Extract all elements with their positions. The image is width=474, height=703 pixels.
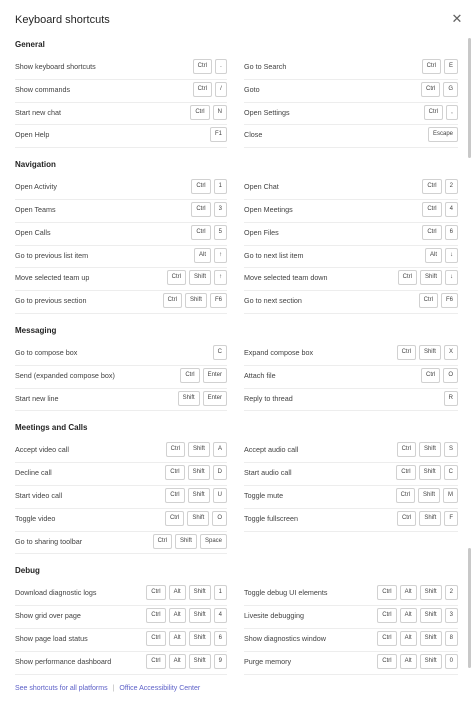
shortcut-label: Download diagnostic logs: [15, 588, 97, 598]
key-cap: ↑: [214, 248, 227, 263]
shortcut-row: [15, 486, 227, 508]
key-cap: Ctrl: [146, 654, 165, 669]
footer: [15, 685, 200, 692]
dialog-header: [0, 0, 474, 38]
shortcut-label: Start audio call: [244, 468, 292, 478]
shortcut-label: Start new chat: [15, 107, 61, 117]
key-cap: Ctrl: [377, 631, 396, 646]
key-cap: 9: [214, 654, 227, 669]
shortcut-label: Go to compose box: [15, 348, 78, 357]
shortcut-row: [244, 629, 458, 651]
close-icon[interactable]: ✕: [451, 11, 463, 26]
row-divider: [15, 147, 227, 148]
key-cap: 4: [214, 608, 227, 623]
key-cap: Ctrl: [397, 511, 416, 526]
key-cap: Escape: [428, 127, 458, 142]
key-cap: Alt: [169, 608, 186, 623]
shortcut-row: [15, 652, 227, 674]
shortcut-label: Show page load status: [15, 634, 88, 643]
shortcut-label: Open Help: [15, 130, 50, 140]
key-cap: Ctrl: [377, 585, 396, 600]
key-cap: Alt: [400, 585, 417, 600]
shortcut-row: [15, 200, 227, 222]
shortcut-keys: [377, 608, 458, 623]
key-cap: 6: [214, 631, 227, 646]
shortcut-keys: [377, 654, 458, 669]
shortcut-row: [244, 103, 458, 125]
row-divider: [15, 553, 227, 554]
shortcut-keys: [146, 631, 227, 646]
shortcut-row: [15, 509, 227, 531]
key-cap: Ctrl: [193, 59, 212, 74]
key-cap: Ctrl: [398, 270, 417, 285]
section-title: Meetings and Calls: [15, 423, 88, 433]
row-divider: [15, 313, 227, 314]
shortcut-label: Accept audio call: [244, 445, 299, 455]
section-title: Navigation: [15, 160, 56, 170]
shortcut-row: [244, 486, 458, 508]
shortcut-label: Show grid over page: [15, 611, 81, 621]
shortcut-label: Start new line: [15, 393, 59, 403]
key-cap: 6: [445, 225, 458, 240]
key-cap: Alt: [169, 585, 186, 600]
key-cap: .: [215, 59, 227, 74]
shortcut-row: [15, 125, 227, 147]
shortcut-label: Toggle mute: [244, 491, 284, 500]
key-cap: U: [213, 488, 227, 503]
row-divider: [244, 531, 458, 532]
shortcut-keys: [421, 82, 458, 97]
shortcut-keys: [444, 391, 458, 406]
key-cap: Ctrl: [191, 179, 210, 194]
shortcut-label: Goto: [244, 84, 260, 94]
shortcut-label: Open Teams: [15, 205, 56, 214]
shortcut-keys: [419, 293, 458, 308]
shortcut-keys: [377, 585, 458, 600]
shortcut-keys: [421, 368, 458, 383]
shortcut-keys: [165, 465, 227, 480]
row-divider: [15, 410, 227, 411]
shortcut-label: Toggle video: [15, 513, 56, 523]
shortcut-label: Reply to thread: [244, 393, 293, 403]
shortcut-label: Show performance dashboard: [15, 656, 112, 666]
shortcut-row: [244, 246, 458, 268]
shortcut-row: [244, 343, 458, 365]
key-cap: Shift: [189, 631, 211, 646]
shortcut-row: [15, 223, 227, 245]
shortcut-row: [244, 291, 458, 313]
key-cap: Shift: [419, 465, 441, 480]
shortcut-keys: [422, 59, 458, 74]
shortcut-keys: [194, 248, 227, 263]
shortcut-label: Accept video call: [15, 445, 69, 455]
key-cap: C: [444, 465, 458, 480]
section-title: General: [15, 40, 45, 49]
shortcut-keys: [191, 202, 227, 217]
shortcut-label: Open Chat: [244, 182, 279, 192]
key-cap: 3: [214, 202, 227, 217]
key-cap: Ctrl: [165, 465, 184, 480]
key-cap: Shift: [420, 270, 442, 285]
shortcut-label: Go to next list item: [244, 250, 304, 260]
shortcut-label: Open Activity: [15, 182, 57, 192]
row-divider: [15, 674, 227, 675]
key-cap: X: [444, 345, 458, 360]
shortcut-label: Livesite debugging: [244, 611, 304, 621]
shortcut-row: [244, 366, 458, 388]
key-cap: F6: [210, 293, 227, 308]
shortcut-row: [244, 57, 458, 79]
shortcut-row: [15, 268, 227, 290]
shortcut-keys: [213, 345, 227, 360]
shortcut-keys: [424, 105, 458, 120]
key-cap: Alt: [194, 248, 211, 263]
key-cap: Ctrl: [397, 442, 416, 457]
key-cap: N: [213, 105, 227, 120]
shortcut-label: Show diagnostics window: [244, 634, 326, 643]
key-cap: 8: [445, 631, 458, 646]
key-cap: Ctrl: [422, 202, 441, 217]
key-cap: C: [213, 345, 227, 360]
key-cap: Alt: [400, 608, 417, 623]
section-title: Messaging: [15, 326, 57, 335]
key-cap: 5: [214, 225, 227, 240]
shortcut-row: [15, 291, 227, 313]
shortcut-label: Expand compose box: [244, 348, 314, 357]
key-cap: Shift: [420, 608, 442, 623]
key-cap: Ctrl: [146, 608, 165, 623]
shortcut-row: [244, 463, 458, 485]
row-divider: [244, 674, 458, 675]
shortcut-label: Open Calls: [15, 227, 51, 237]
shortcut-row: [15, 583, 227, 605]
key-cap: 0: [445, 654, 458, 669]
shortcut-label: Go to next section: [244, 296, 302, 306]
scrollbar-thumb-lower[interactable]: [468, 548, 471, 668]
shortcut-row: [244, 268, 458, 290]
shortcut-keys: [180, 368, 227, 383]
section-title: Debug: [15, 566, 40, 576]
shortcuts-list[interactable]: [0, 38, 466, 668]
shortcut-row: [15, 606, 227, 628]
shortcut-row: [244, 509, 458, 531]
shortcut-row: [15, 57, 227, 79]
shortcut-keys: [422, 225, 458, 240]
key-cap: F: [444, 511, 458, 526]
row-divider: [244, 313, 458, 314]
shortcut-keys: [425, 248, 458, 263]
shortcut-keys: [422, 179, 458, 194]
key-cap: Ctrl: [165, 511, 184, 526]
key-cap: D: [213, 465, 227, 480]
key-cap: Shift: [420, 654, 442, 669]
shortcut-label: Move selected team down: [244, 273, 328, 283]
key-cap: Ctrl: [190, 105, 209, 120]
key-cap: Shift: [420, 585, 442, 600]
key-cap: Ctrl: [396, 465, 415, 480]
key-cap: ,: [446, 105, 458, 120]
shortcut-row: [15, 177, 227, 199]
shortcut-row: [244, 200, 458, 222]
shortcut-row: [15, 389, 227, 411]
shortcut-row: [15, 532, 227, 554]
shortcut-keys: [397, 345, 458, 360]
accessibility-center-link[interactable]: Office Accessibility Center: [119, 685, 201, 692]
key-cap: Alt: [169, 654, 186, 669]
key-cap: Ctrl: [424, 105, 443, 120]
shortcut-row: [244, 389, 458, 411]
shortcut-keys: [396, 465, 458, 480]
key-cap: G: [443, 82, 458, 97]
shortcut-keys: [396, 488, 458, 503]
key-cap: Ctrl: [421, 368, 440, 383]
shortcut-keys: [191, 225, 227, 240]
shortcut-keys: [397, 511, 458, 526]
shortcut-keys: [210, 127, 227, 142]
shortcut-keys: [422, 202, 458, 217]
shortcut-label: Open Files: [244, 227, 279, 237]
key-cap: Ctrl: [146, 585, 165, 600]
key-cap: Alt: [400, 654, 417, 669]
shortcut-keys: [146, 608, 227, 623]
key-cap: Ctrl: [163, 293, 182, 308]
key-cap: F1: [210, 127, 227, 142]
key-cap: Shift: [189, 270, 211, 285]
key-cap: F6: [441, 293, 458, 308]
key-cap: Shift: [175, 534, 197, 549]
shortcut-keys: [193, 82, 227, 97]
key-cap: 4: [445, 202, 458, 217]
key-cap: Ctrl: [191, 202, 210, 217]
shortcut-keys: [166, 442, 227, 457]
shortcut-keys: [163, 293, 227, 308]
shortcut-label: Toggle debug UI elements: [244, 588, 328, 598]
key-cap: Shift: [185, 293, 207, 308]
key-cap: Shift: [420, 631, 442, 646]
key-cap: Ctrl: [422, 225, 441, 240]
key-cap: A: [213, 442, 227, 457]
dialog-title: Keyboard shortcuts: [15, 14, 110, 26]
key-cap: Space: [200, 534, 227, 549]
key-cap: R: [444, 391, 458, 406]
shortcut-keys: [397, 442, 458, 457]
shortcut-keys: [165, 488, 227, 503]
shortcut-row: [244, 223, 458, 245]
shortcut-row: [15, 343, 227, 365]
shortcut-label: Decline call: [15, 468, 52, 478]
shortcut-label: Show keyboard shortcuts: [15, 62, 96, 71]
key-cap: Shift: [419, 511, 441, 526]
shortcut-keys: [146, 654, 227, 669]
shortcut-label: Purge memory: [244, 656, 292, 666]
key-cap: Shift: [188, 488, 210, 503]
shortcut-row: [15, 629, 227, 651]
key-cap: /: [215, 82, 227, 97]
key-cap: ↑: [214, 270, 227, 285]
shortcut-label: Attach file: [244, 370, 276, 380]
key-cap: Ctrl: [167, 270, 186, 285]
key-cap: Shift: [419, 345, 441, 360]
scrollbar-thumb[interactable]: [468, 38, 471, 158]
shortcut-row: [244, 606, 458, 628]
shortcut-keys: [190, 105, 227, 120]
key-cap: Shift: [419, 442, 441, 457]
shortcut-label: Open Meetings: [244, 205, 293, 214]
shortcut-row: [244, 125, 458, 147]
key-cap: Ctrl: [422, 59, 441, 74]
shortcut-label: Close: [244, 130, 263, 140]
key-cap: Ctrl: [166, 442, 185, 457]
key-cap: Shift: [189, 608, 211, 623]
key-cap: Ctrl: [421, 82, 440, 97]
shortcut-keys: [191, 179, 227, 194]
key-cap: Ctrl: [146, 631, 165, 646]
key-cap: 2: [445, 585, 458, 600]
shortcut-row: [244, 652, 458, 674]
shortcut-keys: [178, 391, 227, 406]
key-cap: ↓: [445, 270, 458, 285]
shortcut-row: [15, 80, 227, 102]
key-cap: 1: [214, 179, 227, 194]
key-cap: Ctrl: [153, 534, 172, 549]
key-cap: Ctrl: [165, 488, 184, 503]
key-cap: Ctrl: [377, 608, 396, 623]
key-cap: Ctrl: [180, 368, 199, 383]
shortcut-keys: [398, 270, 458, 285]
key-cap: 1: [214, 585, 227, 600]
key-cap: Ctrl: [191, 225, 210, 240]
row-divider: [244, 410, 458, 411]
shortcut-row: [15, 440, 227, 462]
key-cap: Ctrl: [397, 345, 416, 360]
key-cap: Shift: [189, 654, 211, 669]
key-cap: 2: [445, 179, 458, 194]
shortcut-label: Show commands: [15, 84, 71, 94]
shortcut-row: [15, 103, 227, 125]
key-cap: Shift: [188, 442, 210, 457]
key-cap: Shift: [418, 488, 440, 503]
key-cap: Shift: [188, 465, 210, 480]
key-cap: Alt: [425, 248, 442, 263]
shortcut-keys: [193, 59, 227, 74]
key-cap: 3: [445, 608, 458, 623]
shortcut-label: Go to previous section: [15, 296, 87, 306]
key-cap: Shift: [189, 585, 211, 600]
key-cap: Enter: [203, 391, 227, 406]
shortcut-row: [15, 246, 227, 268]
shortcut-keys: [153, 534, 227, 549]
scrollbar[interactable]: [468, 38, 472, 668]
shortcut-label: Go to Search: [244, 62, 287, 71]
shortcut-label: Toggle fullscreen: [244, 513, 298, 523]
shortcut-label: Open Settings: [244, 107, 290, 117]
key-cap: Ctrl: [193, 82, 212, 97]
shortcut-row: [244, 177, 458, 199]
key-cap: Ctrl: [422, 179, 441, 194]
shortcut-row: [15, 463, 227, 485]
shortcut-row: [244, 80, 458, 102]
footer-separator: |: [112, 685, 115, 692]
shortcut-keys: [428, 127, 458, 142]
key-cap: Ctrl: [419, 293, 438, 308]
key-cap: Enter: [203, 368, 227, 383]
key-cap: O: [443, 368, 458, 383]
shortcut-label: Move selected team up: [15, 273, 90, 283]
key-cap: E: [444, 59, 458, 74]
shortcut-label: Start video call: [15, 491, 63, 500]
shortcut-label: Go to sharing toolbar: [15, 536, 83, 546]
key-cap: Ctrl: [396, 488, 415, 503]
all-platforms-link[interactable]: See shortcuts for all platforms: [15, 685, 108, 692]
shortcut-keys: [146, 585, 227, 600]
key-cap: Shift: [187, 511, 209, 526]
key-cap: M: [443, 488, 458, 503]
key-cap: Alt: [169, 631, 186, 646]
key-cap: ↓: [445, 248, 458, 263]
row-divider: [244, 147, 458, 148]
key-cap: Alt: [400, 631, 417, 646]
shortcut-row: [15, 366, 227, 388]
key-cap: Shift: [178, 391, 200, 406]
key-cap: O: [212, 511, 227, 526]
shortcut-keys: [165, 511, 227, 526]
shortcut-label: Send (expanded compose box): [15, 370, 115, 380]
key-cap: Ctrl: [377, 654, 396, 669]
shortcut-row: [244, 583, 458, 605]
shortcut-row: [244, 440, 458, 462]
shortcut-keys: [167, 270, 227, 285]
key-cap: S: [444, 442, 458, 457]
shortcut-keys: [377, 631, 458, 646]
shortcut-label: Go to previous list item: [15, 250, 89, 260]
